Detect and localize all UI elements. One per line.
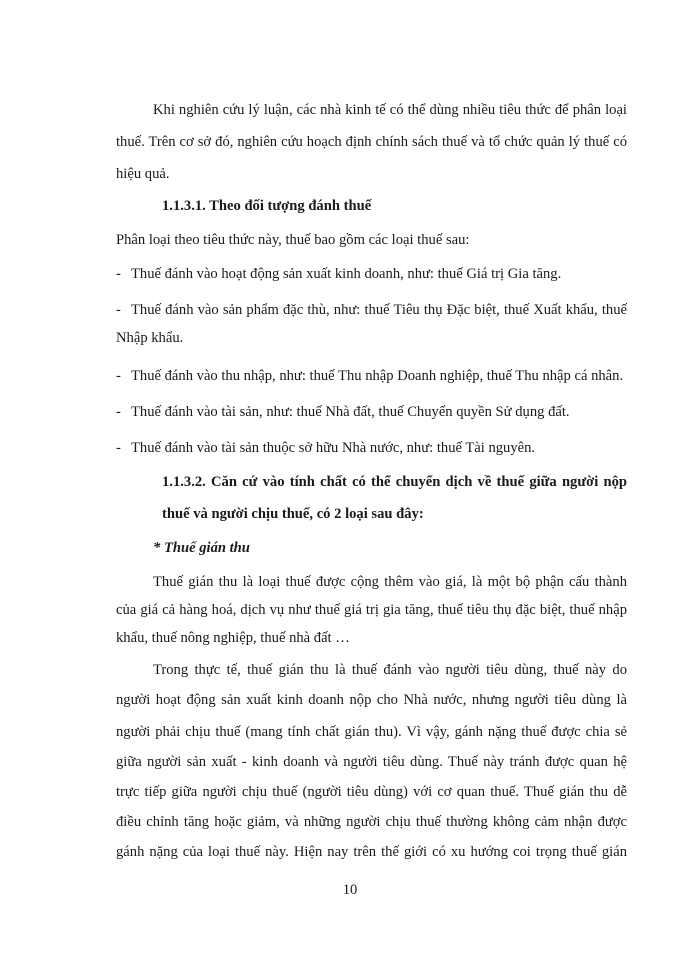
bullet-item: Thuế đánh vào tài sản thuộc sở hữu Nhà nước, như: thuế Tài nguyên.	[131, 440, 536, 456]
paragraph-3-line-4: giữa người sản xuất - kinh doanh và người tiêu dùng. Thuế này tránh được quan hệ	[116, 754, 627, 770]
paragraph-1-line-1: Khi nghiên cứu lý luận, các nhà kinh tế có thể dùng nhiều tiêu thức để phân loại	[153, 102, 627, 118]
bullet-item: Thuế đánh vào hoạt động sản xuất kinh doanh, như: thuế Giá trị Gia tăng.	[131, 266, 562, 282]
paragraph-3-line-2: người hoạt động sản xuất kinh doanh nộp cho Nhà nước, nhưng người tiêu dùng là	[116, 692, 627, 708]
page-number: 10	[342, 882, 358, 898]
bullet-marker: -	[116, 302, 121, 318]
bullet-marker: -	[116, 440, 121, 456]
paragraph-2-line-1: Thuế gián thu là loại thuế được cộng thêm vào giá, là một bộ phận cấu thành	[153, 574, 627, 590]
intro-1131: Phân loại theo tiêu thức này, thuế bao gồm các loại thuế sau:	[116, 232, 470, 248]
paragraph-1-line-3: hiệu quả.	[116, 166, 170, 182]
paragraph-3-line-7: gánh nặng của loại thuế này. Hiện nay trên thế giới có xu hướng coi trọng thuế gián	[116, 844, 627, 860]
paragraph-2-line-3: khẩu, thuế nông nghiệp, thuế nhà đất …	[116, 630, 350, 646]
heading-1131: 1.1.3.1. Theo đối tượng đánh thuế	[162, 198, 372, 214]
paragraph-3-line-3: người phải chịu thuế (mang tính chất gián thu). Vì vậy, gánh nặng thuế được chia sẻ	[116, 724, 627, 740]
paragraph-3-line-5: trực tiếp giữa người chịu thuế (người tiêu dùng) với cơ quan thuế. Thuế gián thu dễ	[116, 784, 627, 800]
paragraph-3-line-1: Trong thực tế, thuế gián thu là thuế đánh vào người tiêu dùng, thuế này do	[153, 662, 627, 678]
bullet-marker: -	[116, 266, 121, 282]
bullet-marker: -	[116, 404, 121, 420]
bullet-item-continuation: Nhập khẩu.	[116, 330, 184, 346]
bullet-marker: -	[116, 368, 121, 384]
subheading-indirect-tax: * Thuế gián thu	[153, 540, 250, 556]
bullet-item: Thuế đánh vào sản phẩm đặc thù, như: thuế Tiêu thụ Đặc biệt, thuế Xuất khẩu, thuế	[131, 302, 627, 318]
heading-1132-line-1: 1.1.3.2. Căn cứ vào tính chất có thể chuyển dịch về thuế giữa người nộp	[162, 474, 627, 490]
heading-1132-line-2: thuế và người chịu thuế, có 2 loại sau đây:	[162, 506, 424, 522]
paragraph-2-line-2: của giá cả hàng hoá, dịch vụ như thuế giá trị gia tăng, thuế tiêu thụ đặc biệt, thuế nhập	[116, 602, 627, 618]
bullet-item: Thuế đánh vào thu nhập, như: thuế Thu nhập Doanh nghiệp, thuế Thu nhập cá nhân.	[131, 368, 624, 384]
paragraph-3-line-6: điều chỉnh tăng hoặc giảm, và những người chịu thuế thường không cảm nhận được	[116, 814, 627, 830]
paragraph-1-line-2: thuế. Trên cơ sở đó, nghiên cứu hoạch định chính sách thuế và tổ chức quản lý thuế có	[116, 134, 627, 150]
bullet-item: Thuế đánh vào tài sản, như: thuế Nhà đất, thuế Chuyển quyền Sử dụng đất.	[131, 404, 570, 420]
